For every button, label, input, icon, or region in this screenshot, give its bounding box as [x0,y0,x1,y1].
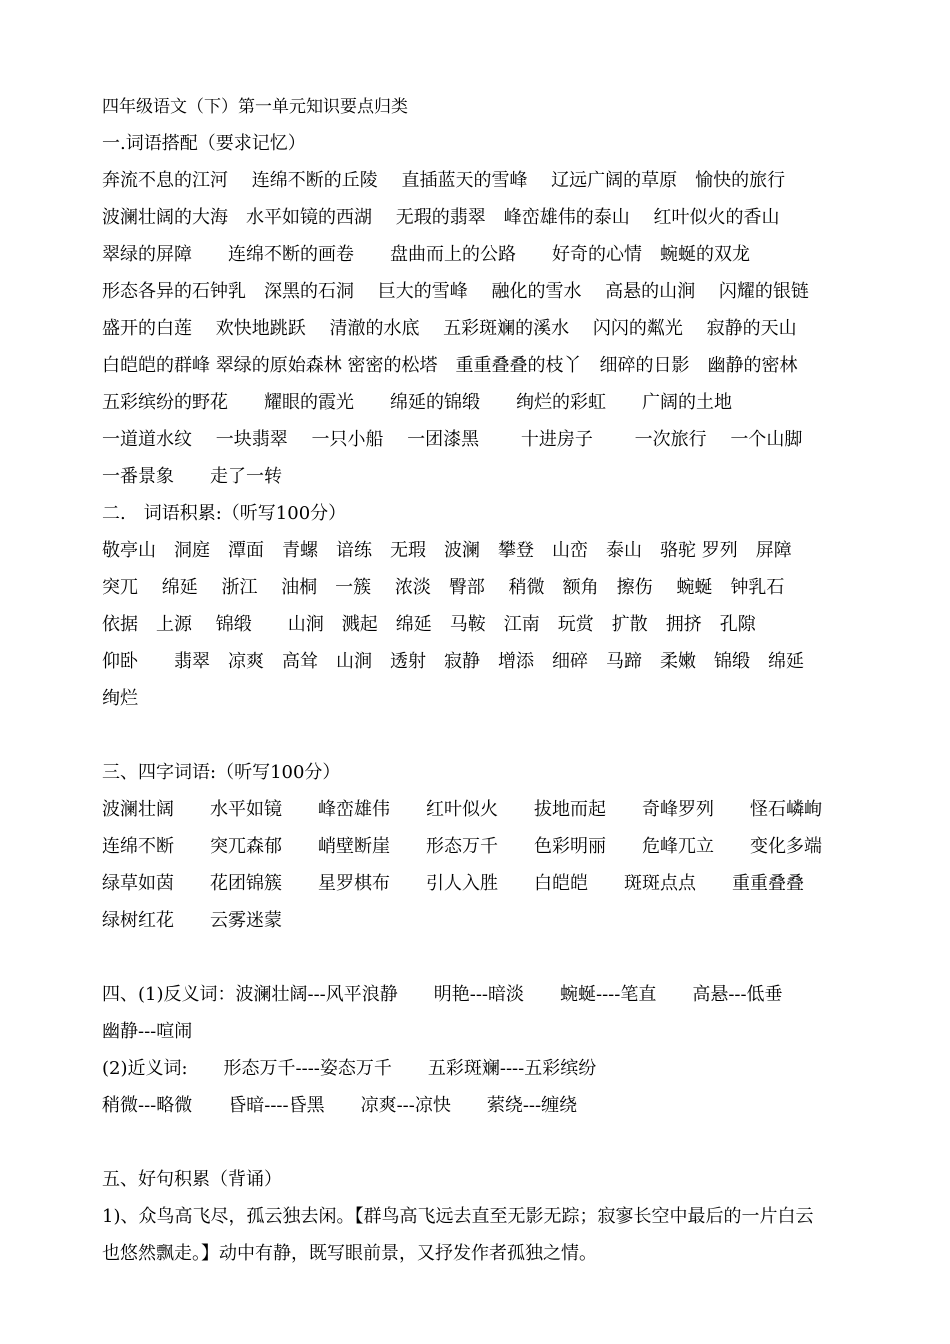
text-line: 白皑皑的群峰 翠绿的原始森林 密密的松塔 重重叠叠的枝丫 细碎的日影 幽静的密林 [102,355,798,376]
text-line: 突兀 绵延 浙江 油桐 一簇 浓淡 臀部 稍微 额角 擦伤 蜿蜒 钟乳石 [102,577,785,598]
section-1-heading: 一.词语搭配（要求记忆） [102,133,306,154]
text-line: 奔流不息的江河 连绵不断的丘陵 直插蓝天的雪峰 辽远广阔的草原 愉快的旅行 [102,170,786,191]
text-line: 盛开的白莲 欢快地跳跃 清澈的水底 五彩斑斓的溪水 闪闪的粼光 寂静的天山 [102,318,797,339]
text-line: 波澜壮阔的大海 水平如镜的西湖 无瑕的翡翠 峰峦雄伟的泰山 红叶似火的香山 [102,207,780,228]
section-4-heading: 四、(1)反义词：波澜壮阔---风平浪静 明艳---暗淡 蜿蜒----笔直 高悬---低垂 [102,984,783,1005]
blank-line [102,1131,862,1168]
text-line: 形态各异的石钟乳 深黑的石洞 巨大的雪峰 融化的雪水 高悬的山涧 闪耀的银链 [102,281,809,302]
text-line: 五彩缤纷的野花 耀眼的霞光 绵延的锦缎 绚烂的彩虹 广阔的土地 [102,392,732,413]
text-line: 绿草如茵 花团锦簇 星罗棋布 引人入胜 白皑皑 斑斑点点 重重叠叠 [102,873,804,894]
text-line: 敬亭山 洞庭 潭面 青螺 谙练 无瑕 波澜 攀登 山峦 泰山 骆驼 罗列 屏障 [102,540,792,561]
text-line: 也悠然飘走。】动中有静，既写眼前景，又抒发作者孤独之情。 [102,1243,597,1264]
text-line: 绚烂 [102,688,138,709]
text-line: 绿树红花 云雾迷蒙 [102,910,282,931]
text-line: 依据 上源 锦缎 山涧 溅起 绵延 马鞍 江南 玩赏 扩散 拥挤 孔隙 [102,614,756,635]
blank-line [102,946,862,983]
text-line: (2)近义词: 形态万千----姿态万千 五彩斑斓----五彩缤纷 [102,1058,597,1079]
document-title: 四年级语文（下）第一单元知识要点归类 [102,97,408,117]
section-2-heading: 二. 词语积累:（听写100分） [102,503,347,524]
text-line: 仰卧 翡翠 凉爽 高耸 山涧 透射 寂静 增添 细碎 马蹄 柔嫩 锦缎 绵延 [102,651,804,672]
text-line: 幽静---喧闹 [102,1021,193,1042]
section-3-heading: 三、四字词语:（听写100分） [102,762,341,783]
text-line: 稍微---略微 昏暗----昏黑 凉爽---凉快 萦绕---缠绕 [102,1095,578,1116]
text-line: 翠绿的屏障 连绵不断的画卷 盘曲而上的公路 好奇的心情 蜿蜒的双龙 [102,244,750,265]
section-5-heading: 五、好句积累（背诵） [102,1169,282,1190]
text-line: 连绵不断 突兀森郁 峭壁断崖 形态万千 色彩明丽 危峰兀立 变化多端 [102,836,822,857]
text-line: 一番景象 走了一转 [102,466,282,487]
text-line: 一道道水纹 一块翡翠 一只小船 一团漆黑 十进房子 一次旅行 一个山脚 [102,429,803,450]
blank-line [102,724,862,761]
text-line: 波澜壮阔 水平如镜 峰峦雄伟 红叶似火 拔地而起 奇峰罗列 怪石嶙峋 [102,799,822,820]
text-line: 1)、众鸟高飞尽，孤云独去闲。【群鸟高飞远去直至无影无踪；寂寥长空中最后的一片白云 [102,1206,814,1227]
